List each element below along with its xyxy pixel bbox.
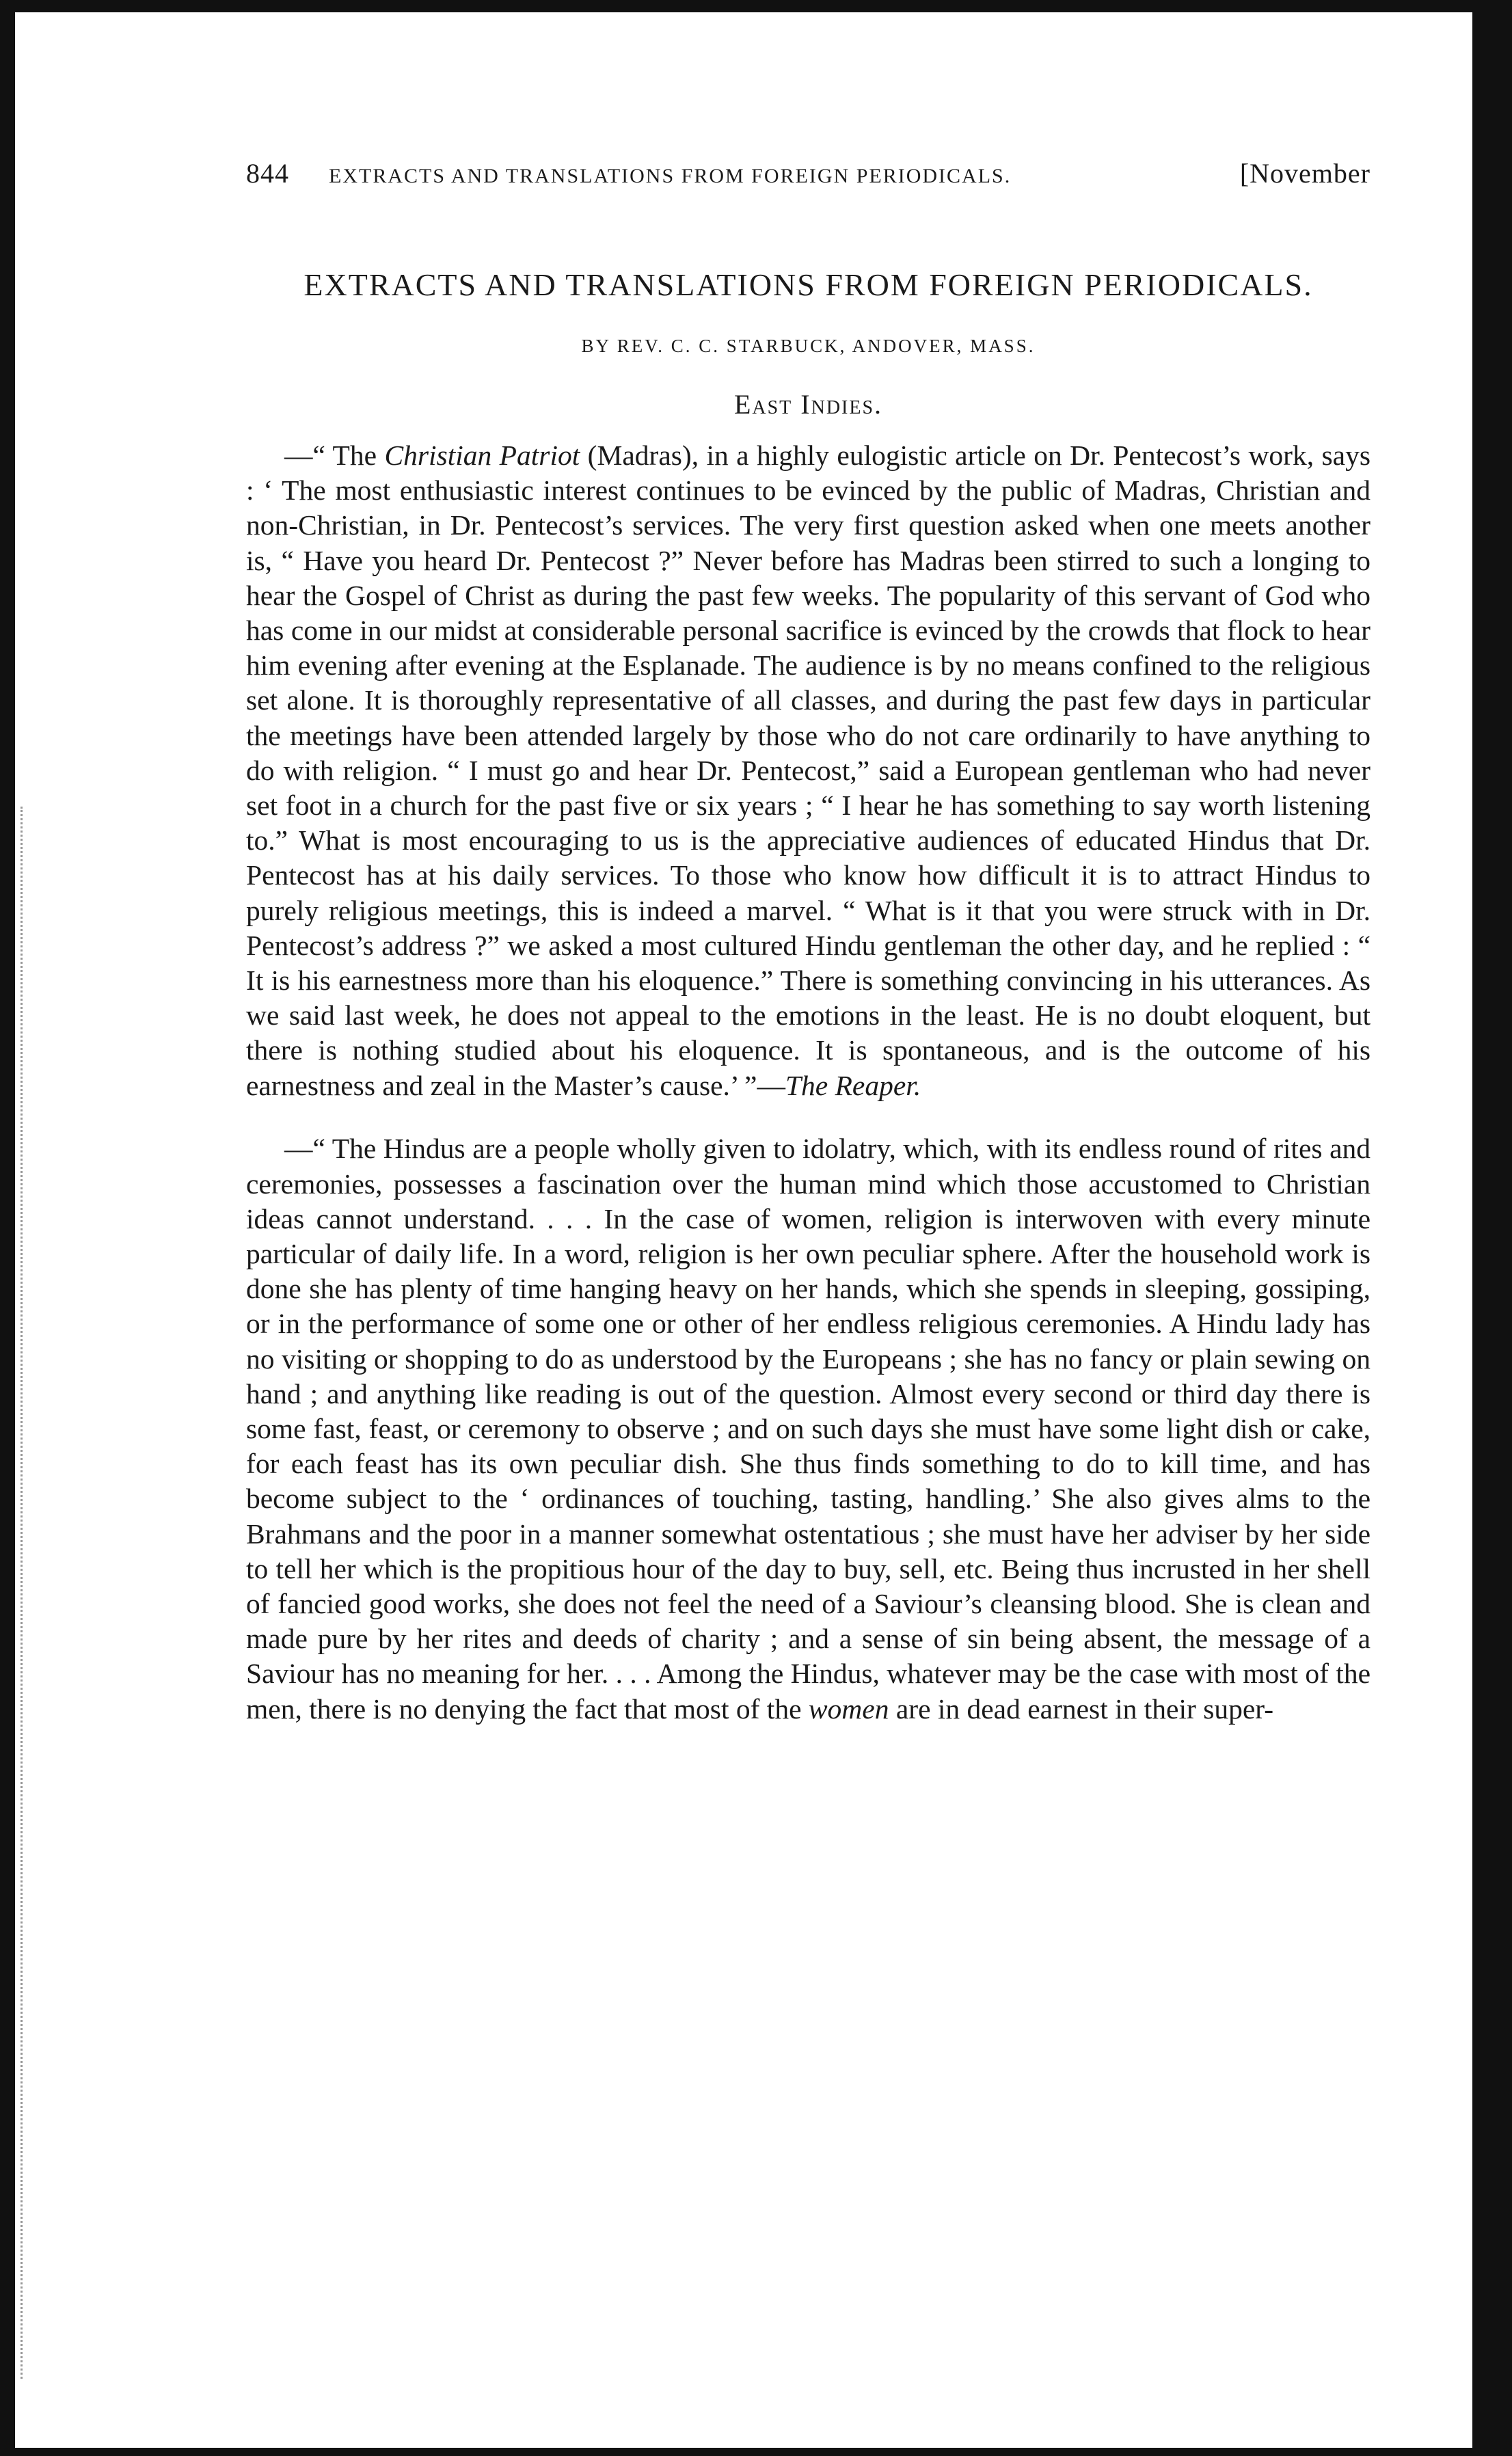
running-head [246, 157, 1371, 198]
article-title: EXTRACTS AND TRANSLATIONS FROM FOREIGN PERIODICALS. [303, 267, 1313, 302]
section-heading: East Indies. [733, 389, 883, 420]
periodical-title: Christian Patriot [384, 440, 580, 471]
scan-border-left [0, 0, 15, 2456]
emphasized-word: women [808, 1692, 889, 1725]
scan-border-bottom [0, 2448, 1512, 2456]
running-title: EXTRACTS AND TRANSLATIONS FROM FOREIGN PERIODICALS. [329, 165, 1012, 187]
scan-border-top [0, 0, 1512, 12]
paragraph-hindu-women [246, 1131, 1371, 1726]
paragraph-text: —“ The [284, 440, 385, 471]
paragraph-christian-patriot [246, 438, 1371, 1103]
paragraph-text: (Madras), in a highly eulogistic article on Dr. Pentecost’s work, says : ‘ The most enthusiastic interest continues to be evinced by the public of Madras, Christian and non-Christian, in Dr. Pentecost’s services. The very first question asked when one meets another is, “ Have you heard Dr. Pentecost ?” Never before has Madras been stirred to such a longing to hear the Gospel of Christ as during the past few weeks. The popularity of this servant of God who has come in our midst at considerable personal sacrifice is evinced by the crowds that flock to hear him evening after evening at the Esplanade. The audience is by no means confined to the religious set alone. It is thoroughly representative of all classes, and during the past few days in particular the meetings have been attended largely by those who do not care ordinarily to have anything to do with religion. “ I must go and hear Dr. Pentecost,” said a European gentleman who had never set foot in a church for the past five or six years ; “ I hear he has something to say worth listening to.” What is most encouraging to us is the appreciative audiences of educated Hindus that Dr. Pentecost has at his daily services. To those who know how difficult it is to attract Hindus to purely religious meetings, this is indeed a marvel. “ What is it that you were struck with in Dr. Pentecost’s address ?” we asked a most cultured Hindu gentleman the other day, and he replied : “ It is his earnestness more than his eloquence.” There is something convincing in his utterances. As we said last week, he does not appeal to the emotions in the least. He is no doubt eloquent, but there is nothing studied about his eloquence. It is spontaneous, and is the outcome of his earnestness and zeal in the Master’s cause.’ ”— [246, 440, 1371, 1101]
article-byline: BY REV. C. C. STARBUCK, ANDOVER, MASS. [581, 336, 1036, 356]
binding-gutter-marks [21, 807, 36, 2379]
source-attribution: The Reaper. [785, 1069, 921, 1101]
page-number: 844 [246, 158, 289, 189]
running-month: [November [1239, 158, 1371, 189]
paragraph-text: are in dead earnest in their super- [889, 1692, 1274, 1725]
scan-border-right [1472, 0, 1512, 2456]
page-content [246, 157, 1371, 1755]
paragraph-text: —“ The Hindus are a people wholly given to idolatry, which, with its endless round of rites and ceremonies, possesses a fascination over the human mind which those accustomed to Christian ideas cannot understand. . . . In the case of women, religion is interwoven with every minute particular of daily life. In a word, religion is her own peculiar sphere. After the household work is done she has plenty of time hanging heavy on her hands, which she spends in sleeping, gossiping, or in the performance of some one or other of her endless religious ceremonies. A Hindu lady has no visiting or shopping to do as understood by the Europeans ; she has no fancy or plain sewing on hand ; and anything like reading is out of the question. Almost every second or third day there is some fast, feast, or ceremony to observe ; and on such days she must have some light dish or cake, for each feast has its own peculiar dish. She thus finds something to do to kill time, and has become subject to the ‘ ordinances of touching, tasting, handling.’ She also gives alms to the Brahmans and the poor in a manner somewhat ostentatious ; she must have her adviser by her side to tell her which is the propitious hour of the day to buy, sell, etc. Being thus incrusted in her shell of fancied good works, she does not feel the need of a Saviour’s cleansing blood. She is clean and made pure by her rites and deeds of charity ; and a sense of sin being absent, the message of a Saviour has no meaning for her. . . . Among the Hindus, whatever may be the case with most of the men, there is no denying the fact that most of the [246, 1133, 1371, 1725]
